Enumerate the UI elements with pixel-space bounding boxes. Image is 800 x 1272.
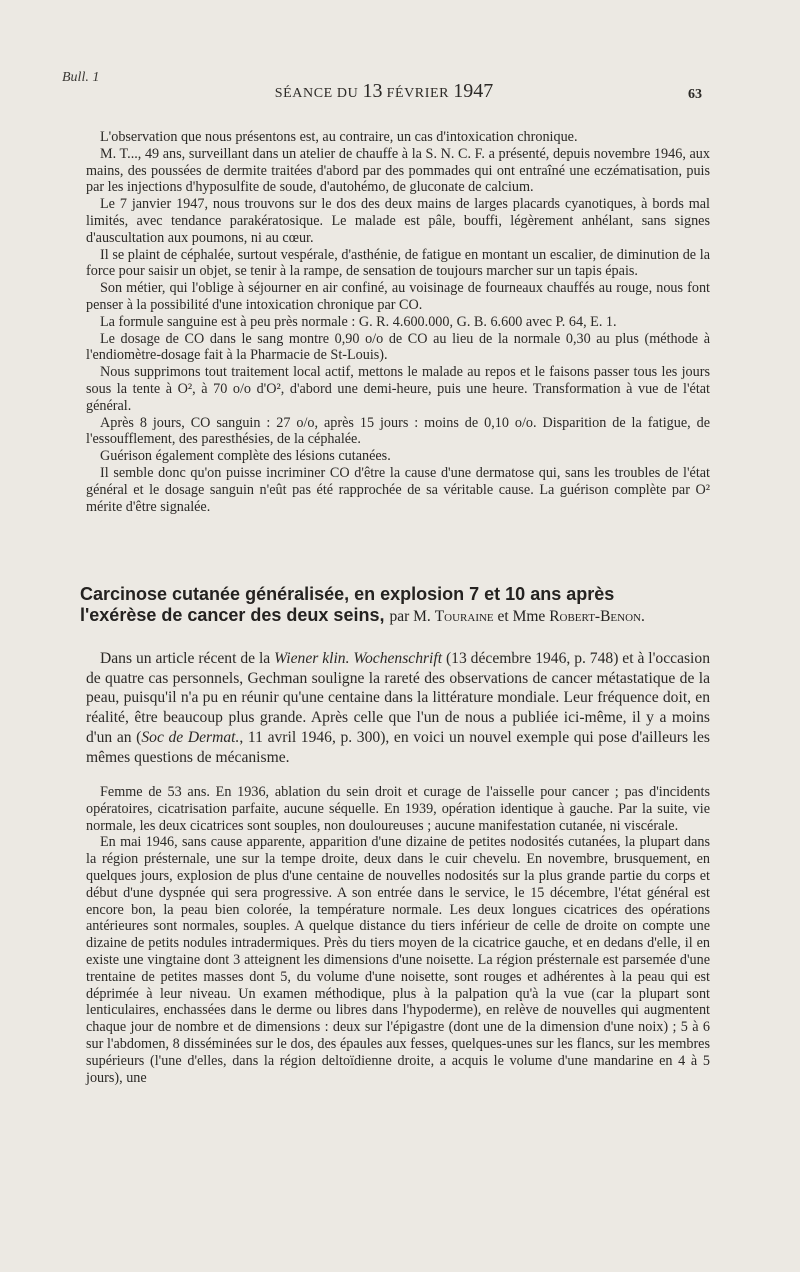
running-head [255, 80, 513, 103]
case-report [86, 784, 710, 1086]
paragraph: Il semble donc qu'on puisse incriminer CO d'être la cause d'une dermatose qui, sans les troubles de l'état général et le dosage sanguin n'eût pas été rapprochée de sa véritable cause. La guérison complète par O² mérite d'être signalée. [86, 464, 710, 515]
byline-prefix: par M. [389, 608, 431, 625]
paragraph: Il se plaint de céphalée, surtout vespérale, d'asthénie, de fatigue en montant un escalier, de diminution de la force pour saisir un objet, se tenir à la rampe, de sensation de toujours marcher sur un tapis épais. [86, 246, 710, 280]
running-head-year: 1947 [453, 80, 494, 102]
paragraph: M. T..., 49 ans, surveillant dans un atelier de chauffe à la S. N. C. F. a présenté, depuis novembre 1946, aux mains, des poussées de dermite traitées d'abord par des pommades qui ont entraîné une eczématisation, puis par les injections d'hyposulfite de soude, d'autohémo, de gluconate de calcium. [86, 145, 710, 196]
paragraph: Le 7 janvier 1947, nous trouvons sur le dos des deux mains de larges placards cyanotiques, à bords mal limités, avec tendance parakératosique. Le malade est pâle, bouffi, légèrement anhélant, sans signes d'auscultation aux poumons, ni au cœur. [86, 196, 710, 246]
paragraph: La formule sanguine est à peu près normale : G. R. 4.600.000, G. B. 6.600 avec P. 64, E. 1. [100, 313, 617, 330]
paragraph: Après 8 jours, CO sanguin : 27 o/o, après 15 jours : moins de 0,10 o/o. Disparition de la fatigue, de l'essoufflement, des paresthésies, de la céphalée. [86, 414, 710, 448]
paragraph [86, 649, 710, 767]
paragraph: Nous supprimons tout traitement local actif, mettons le malade au repos et le faisons passer tous les jours sous la tente à O², à 70 o/o d'O², d'abord une demi-heure, puis une heure. Transformation à vue de l'état général. [86, 364, 710, 414]
paragraph: L'observation que nous présentons est, au contraire, un cas d'intoxication chronique. [100, 129, 578, 145]
journal-reference: Soc de Dermat. [141, 728, 240, 746]
paragraph: Femme de 53 ans. En 1936, ablation du sein droit et curage de l'aisselle pour cancer ; pas d'incidents opératoires, cicatrisation parfaite, aucune séquelle. En 1939, opération identique à gauche. Par la suite, vie normale, les deux cicatrices sont souples, non douloureuses ; aucune manifestation cutanée, ni viscérale. [86, 784, 710, 834]
running-head-prefix: SÉANCE DU [274, 86, 359, 101]
article-introduction [86, 649, 710, 767]
paragraph: Guérison également complète des lésions cutanées. [100, 448, 391, 465]
intro-text: , 11 avril 1946, p. 300), en voici un nouvel exemple qui pose d'ailleurs les mêmes questions de mécanisme. [86, 728, 710, 766]
journal-title: Wiener klin. Wochenschrift [274, 650, 443, 667]
author-name: Touraine [434, 608, 494, 625]
article-title-line-2: l'exérèse de cancer des deux seins, [80, 605, 385, 625]
author-name: Robert-Benon. [549, 608, 645, 625]
article-title-line-1: Carcinose cutanée généralisée, en explosion 7 et 10 ans après [80, 584, 615, 604]
running-head-month: FÉVRIER [386, 86, 450, 101]
page-number: 63 [688, 87, 702, 102]
paragraph: Le dosage de CO dans le sang montre 0,90 o/o de CO au lieu de la normale 0,30 au plus (méthode à l'endiomètre-dosage fait à la Pharmacie de St-Louis). [86, 330, 710, 364]
intro-text: Dans un article récent de la [100, 650, 271, 667]
intro-text: (13 décembre 1946, p. 748) et à l'occasion de quatre cas personnels, Gechman souligne la rareté des observations de cancer métastatique de la peau, puisqu'il n'a pu en réunir qu'une centaine dans la littérature mondiale. Leur fréquence doit, en réalité, être beaucoup plus grande. Après celle que l'un de nous a publiée ici-même, il y a moins d'un an ( [86, 650, 710, 746]
margin-note: Bull. 1 [62, 70, 100, 85]
paragraph: En mai 1946, sans cause apparente, apparition d'une dizaine de petites nodosités cutanées, la plupart dans la région présternale, une sur la tempe droite, deux dans le cuir chevelu. En novembre, brusquement, en quelques jours, explosion de plus d'une centaine de nouvelles nodosités sur la plus grande partie du corps et début d'une dyspnée qui sera progressive. A son entrée dans le service, le 15 décembre, l'état général est encore bon, la peau bien colorée, la température normale. Les deux longues cicatrices des opérations antérieures sont normales, souples. A quelque distance du tiers inférieur de celle de droite on compte une dizaine de petits nodules intradermiques. Près du tiers moyen de la cicatrice gauche, et en dedans d'elle, il en existe une vingtaine dont 3 atteignent les dimensions d'une noisette. La région présternale est parsemée d'une trentaine de petites masses dont 5, du volume d'une noisette, sont rouges et adhérentes à la peau qui est déprimée à leur niveau. Un examen méthodique, plus à la palpation qu'à la vue (car la plupart sont lenticulaires, enchassées dans le derme ou libres dans l'hypoderme), en relève de nouvelles qui augmentent chaque jour de nombre et de dimensions : deux sur l'épigastre (dont une de la dimension d'une noix) ; 5 à 6 sur l'abdomen, 8 disséminées sur le dos, des épaules aux fesses, quelques-unes sur les flancs, sur les membres supérieurs (l'une d'elles, dans la région deltoïdienne droite, a acquis le volume d'une mandarine en 4 à 5 jours), une [86, 834, 710, 1086]
running-head-day: 13 [362, 80, 383, 102]
article-title [80, 584, 712, 627]
previous-article-continuation [86, 129, 710, 515]
paragraph: Son métier, qui l'oblige à séjourner en air confiné, au voisinage de fourneaux chauffés au rouge, nous font penser à la possibilité d'une intoxication chronique par CO. [86, 280, 710, 313]
article-authors [389, 608, 644, 625]
byline-conjunction: et Mme [497, 608, 546, 625]
